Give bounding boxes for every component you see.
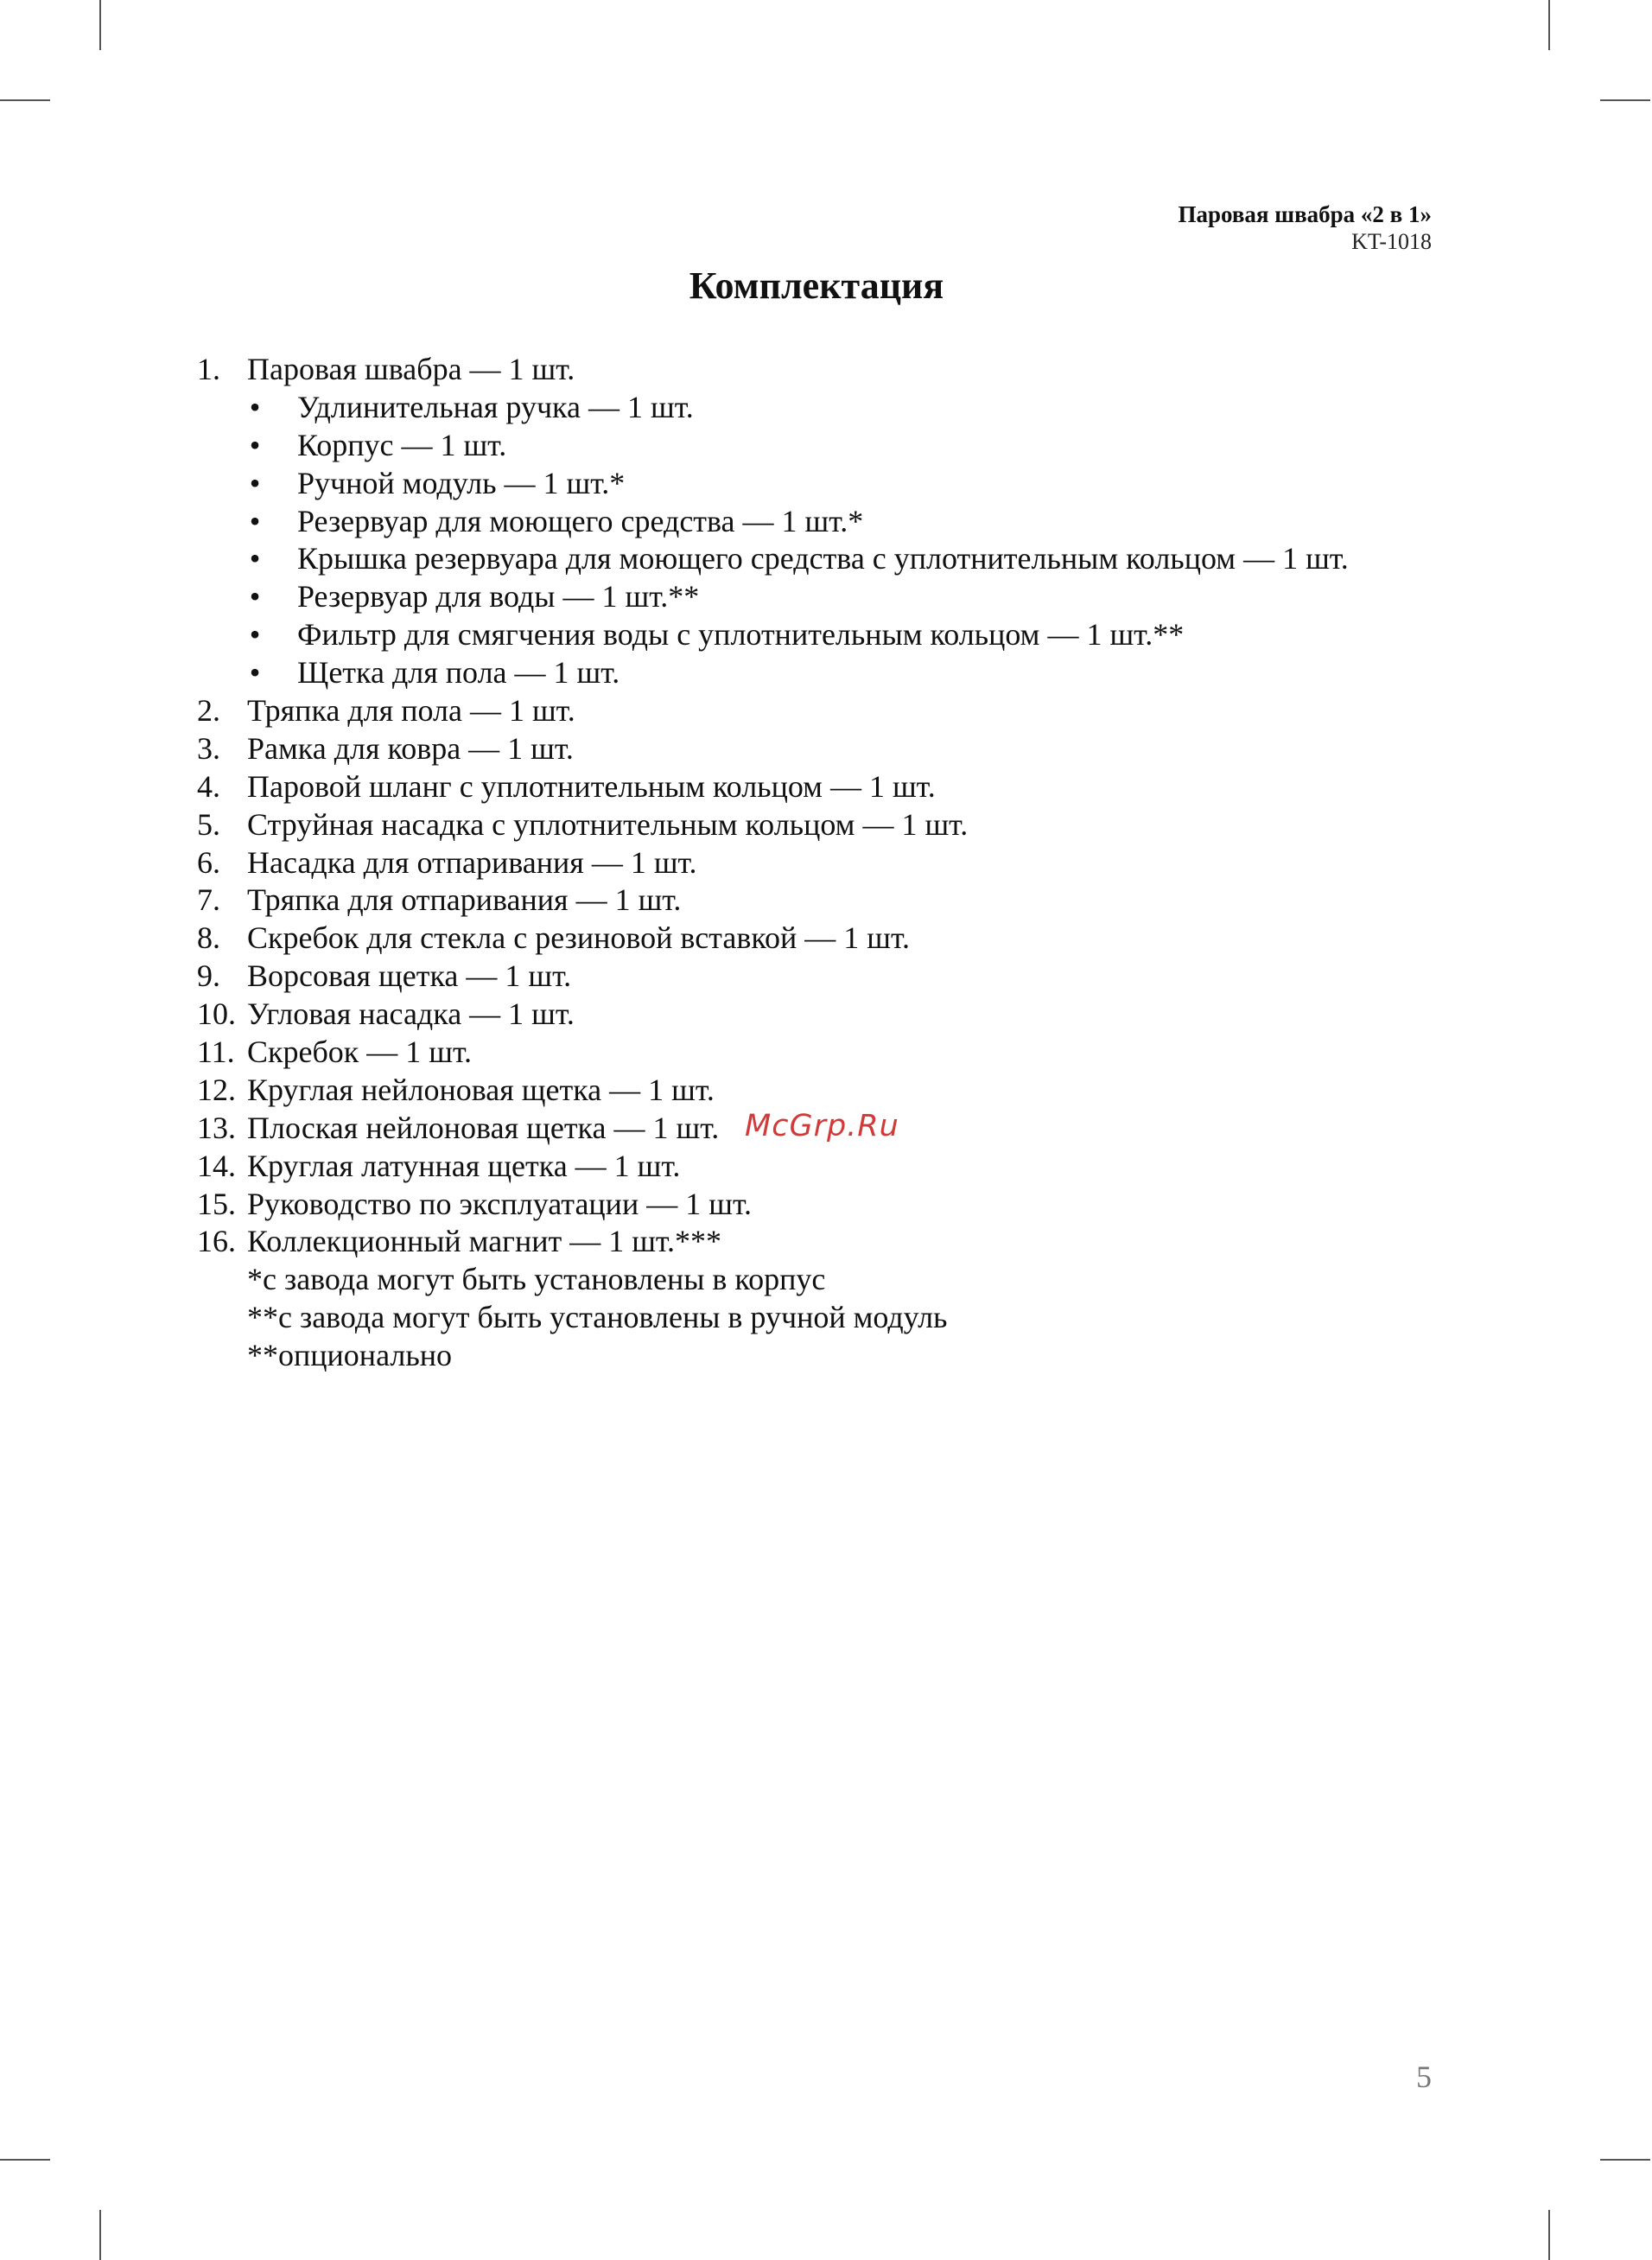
crop-mark-top-right-horizontal [1600,99,1650,101]
footnote-text: **с завода могут быть установлены в ручной модуль [247,1300,948,1335]
list-item-number: 7. [197,882,220,918]
list-item-text: Плоская нейлоновая щетка — 1 шт. [247,1110,720,1145]
list-item [197,1034,1458,1072]
list-item-number: 8. [197,920,220,956]
list-item-text: Рамка для ковра — 1 шт. [247,730,574,766]
sub-list-item-text: Корпус — 1 шт. [297,427,507,462]
sub-list-item-text: Фильтр для смягчения воды с уплотнительным кольцом — 1 шт.** [297,617,1185,653]
list-item-text: Скребок — 1 шт. [247,1035,473,1070]
sub-list-item [197,503,1458,541]
footnote-text: *с завода могут быть установлены в корпус [247,1262,826,1297]
list-item-number: 12. [197,1072,236,1107]
list-item-text: Насадка для отпаривания — 1 шт. [247,844,697,880]
list-item-number: 15. [197,1186,236,1221]
bullet-icon: • [249,579,261,614]
sub-list-item [197,465,1458,503]
sub-list-item-text: Крышка резервуара для моющего средства с уплотнительным кольцом — 1 шт. [297,541,1349,576]
header-model-number: KT-1018 [1351,229,1432,254]
bullet-icon: • [249,503,261,538]
footnote [197,1261,1458,1299]
list-item-number: 1. [197,352,220,386]
list-item [197,958,1458,996]
bullet-icon: • [249,389,261,424]
sub-list-item [197,427,1458,465]
list-item-text: Паровой шланг с уплотнительным кольцом — 1 шт. [247,768,936,804]
contents-list [197,351,1458,1375]
list-item-text: Ворсовая щетка — 1 шт. [247,958,572,994]
list-item-text: Паровая швабра — 1 шт. [247,352,575,386]
list-item-text: Руководство по эксплуатации — 1 шт. [247,1186,752,1221]
sub-list-item [197,540,1458,578]
sub-list-item [197,578,1458,616]
crop-mark-top-left-horizontal [0,99,50,101]
list-item [197,806,1458,844]
list-item-text: Струйная насадка с уплотнительным кольцом — 1 шт. [247,806,969,842]
list-item-number: 3. [197,730,220,766]
list-item-number: 10. [197,996,236,1032]
sub-list-item-text: Щетка для пола — 1 шт. [297,655,620,691]
list-item-number: 14. [197,1148,236,1183]
footnote [197,1299,1458,1337]
crop-mark-bottom-right-horizontal [1600,2159,1650,2161]
bullet-icon: • [249,541,261,576]
list-item-number: 16. [197,1224,236,1259]
list-item [197,844,1458,882]
list-item-number: 13. [197,1110,236,1145]
sub-list-item-text: Ручной модуль — 1 шт.* [297,465,626,500]
list-item [197,351,1458,389]
crop-mark-top-right-vertical [1548,0,1550,50]
sub-list-item-text: Удлинительная ручка — 1 шт. [297,389,694,424]
footnote [197,1337,1458,1375]
bullet-icon: • [249,617,261,653]
list-item [197,882,1458,920]
page-number: 5 [1416,2059,1432,2094]
crop-mark-bottom-right-vertical [1548,2210,1550,2260]
crop-mark-bottom-left-horizontal [0,2159,50,2161]
list-item [197,996,1458,1034]
list-item [197,730,1458,768]
list-item [197,920,1458,958]
list-item [197,1186,1458,1224]
list-item [197,768,1458,806]
list-item-text: Угловая насадка — 1 шт. [247,996,575,1032]
header-product-title: Паровая швабра «2 в 1» [1178,201,1432,227]
list-item-number: 11. [197,1035,235,1070]
list-item-text: Круглая нейлоновая щетка — 1 шт. [247,1072,715,1107]
list-item-number: 2. [197,693,220,729]
list-item-text: Круглая латунная щетка — 1 шт. [247,1148,681,1183]
sub-list-item-text: Резервуар для моющего средства — 1 шт.* [297,503,864,538]
bullet-icon: • [249,655,261,691]
watermark-text: McGrp.Ru [745,1109,899,1143]
crop-mark-bottom-left-vertical [99,2210,101,2260]
section-title: Комплектация [689,264,944,307]
list-item-text: Тряпка для пола — 1 шт. [247,693,575,729]
list-item-text: Тряпка для отпаривания — 1 шт. [247,882,682,918]
sub-list-item [197,654,1458,692]
list-item [197,1072,1458,1110]
list-item-number: 6. [197,844,220,880]
sub-list-item [197,389,1458,427]
list-item [197,1148,1458,1186]
list-item-text: Скребок для стекла с резиновой вставкой — 1 шт. [247,920,911,956]
list-item-number: 5. [197,806,220,842]
bullet-icon: • [249,465,261,500]
list-item [197,1223,1458,1261]
bullet-icon: • [249,427,261,462]
list-item-number: 9. [197,958,220,994]
list-item-number: 4. [197,768,220,804]
running-header [1178,201,1432,256]
sub-list-item [197,616,1458,654]
list-item-text: Коллекционный магнит — 1 шт.*** [247,1224,721,1259]
sub-list-item-text: Резервуар для воды — 1 шт.** [297,579,700,614]
crop-mark-top-left-vertical [99,0,101,50]
footnote-text: **опционально [247,1338,453,1373]
list-item [197,692,1458,730]
